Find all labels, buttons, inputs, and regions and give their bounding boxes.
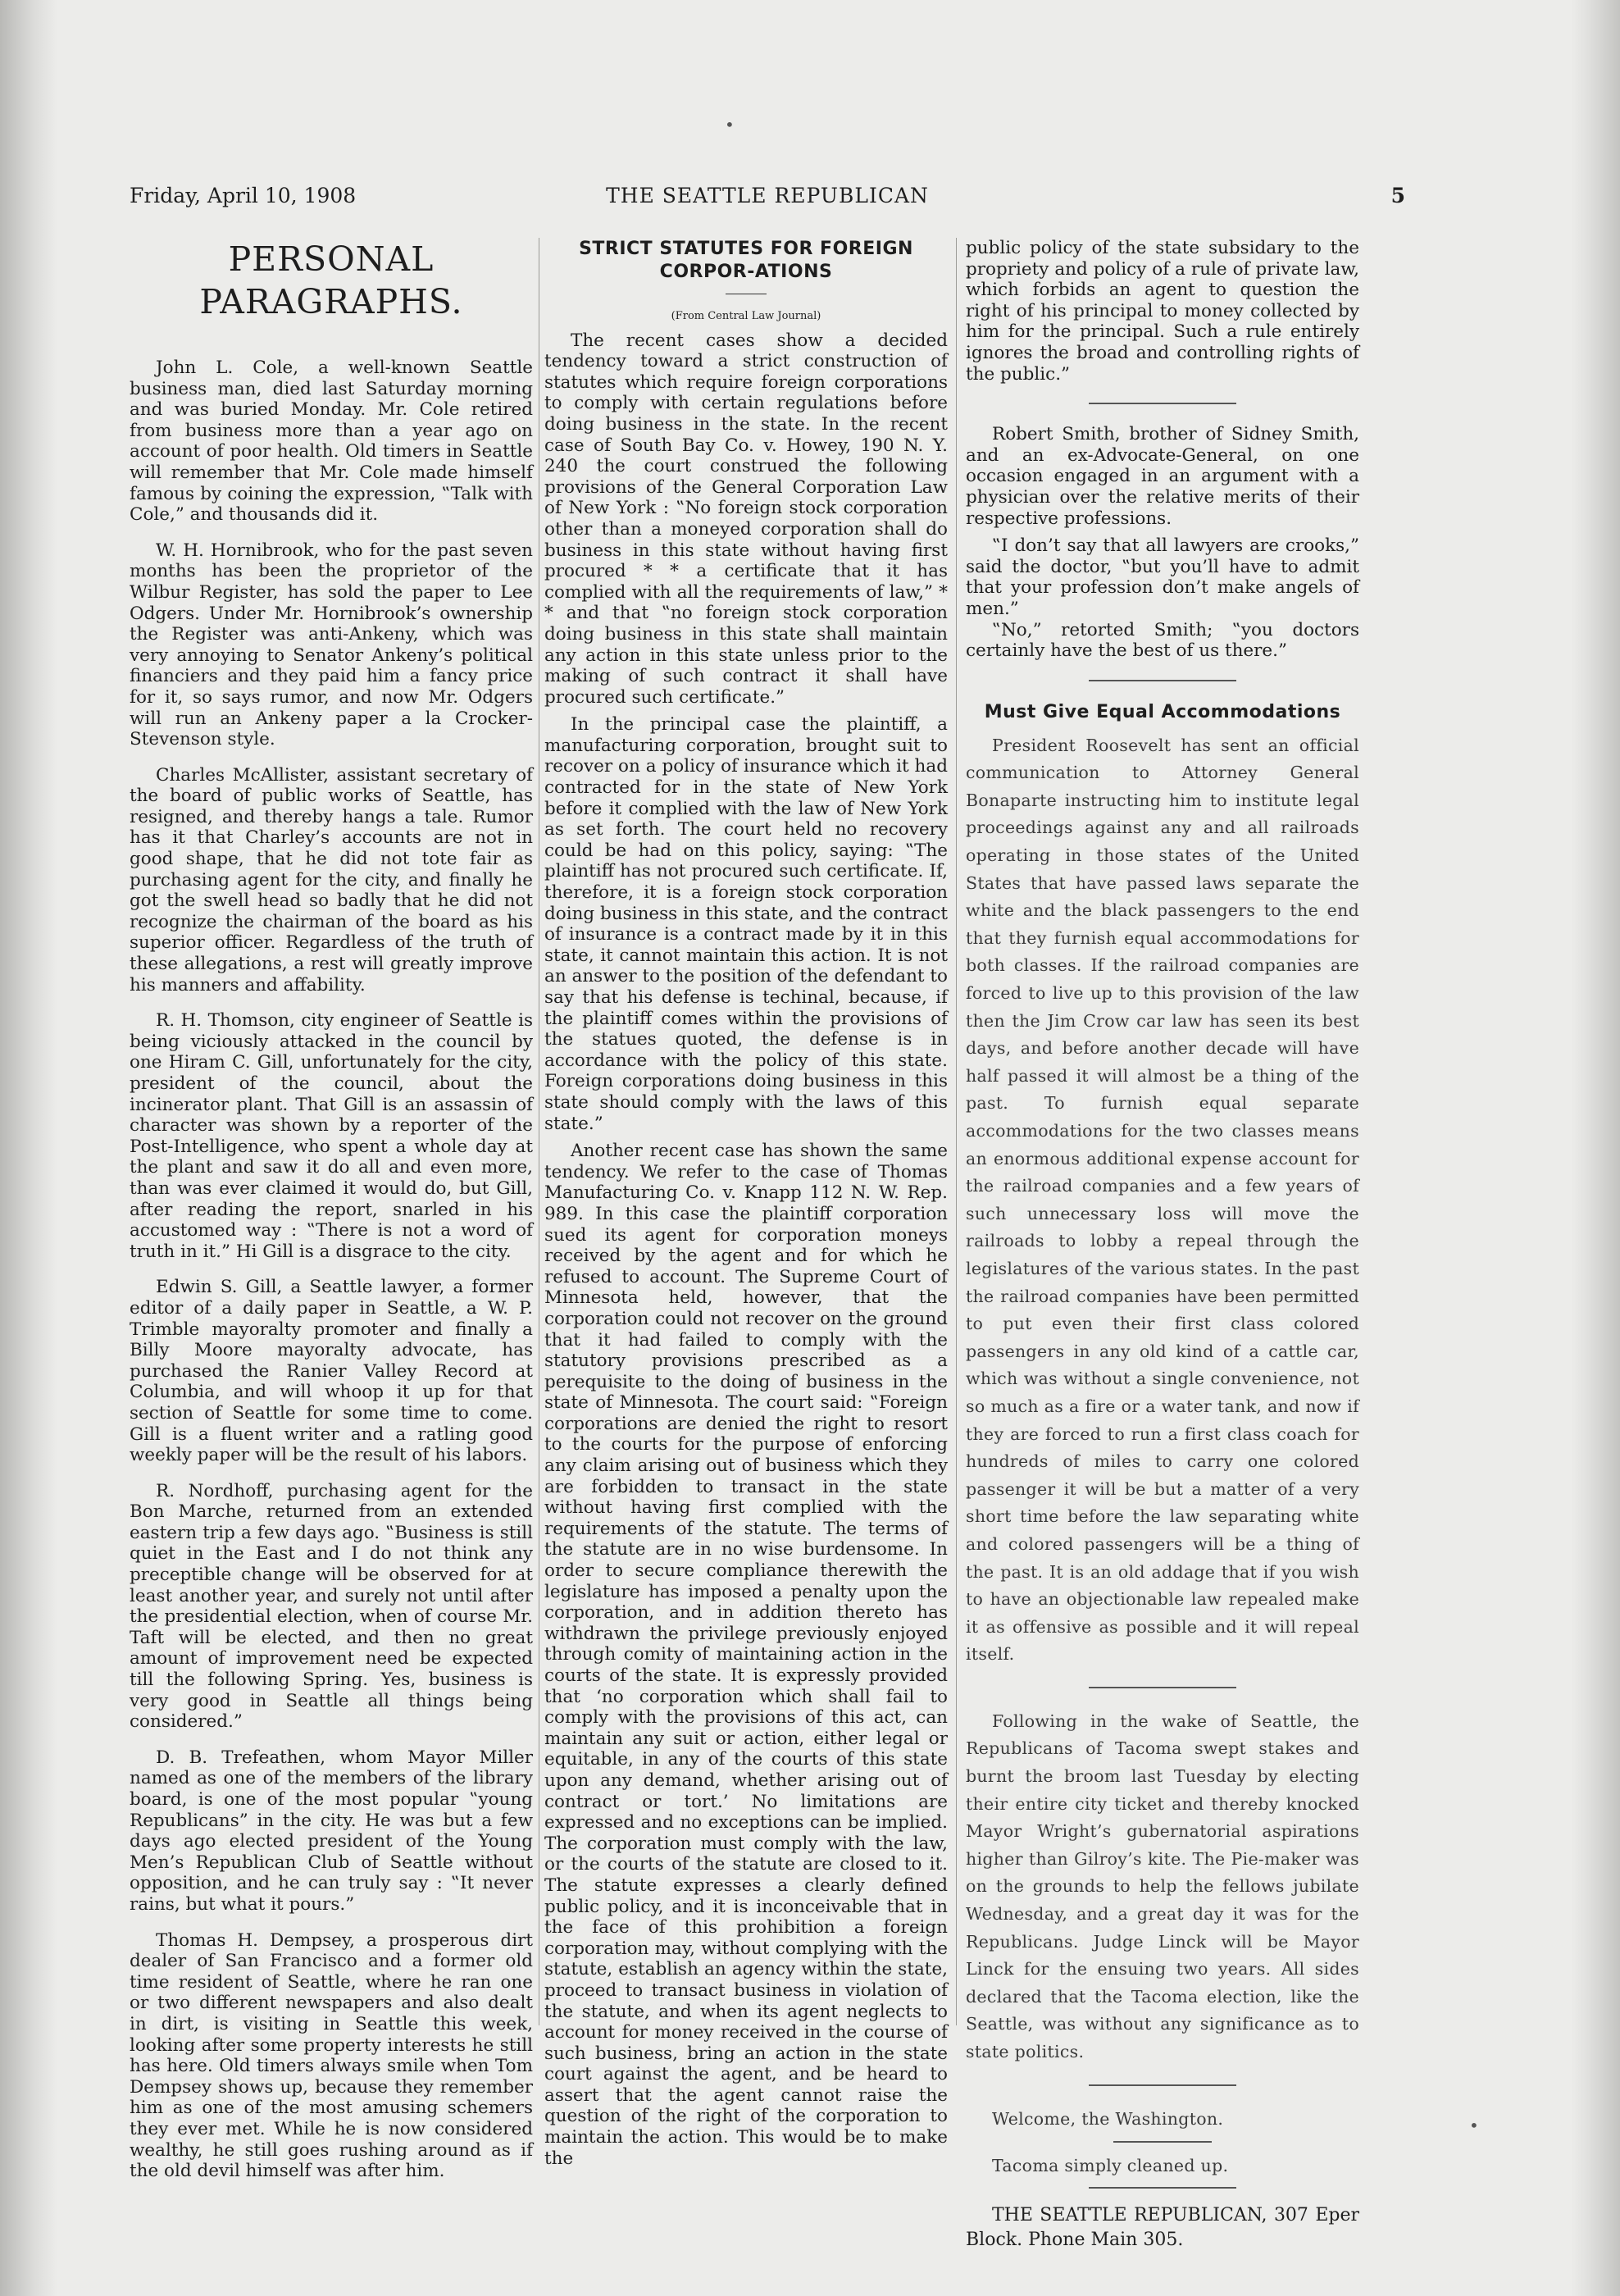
article-source: (From Central Law Journal) — [671, 310, 821, 322]
separator — [1089, 680, 1236, 681]
paragraph: Welcome, the Washington. — [992, 2108, 1224, 2129]
paragraph: Tacoma simply cleaned up. — [992, 2156, 1229, 2176]
issue-date: Friday, April 10, 1908 — [130, 184, 357, 207]
paragraph: ‟I don’t say that all lawyers are crooks,” said the doctor, ‟but you’ll have to admit that your profession don’t make angels of men.” — [966, 535, 1359, 619]
paragraph: President Roosevelt has sent an official communication to Attorney General Bonaparte instructing him to institute legal proceedings against any and all railroads operating in those states of the United States that have passed laws separate the white and the black passengers to the end that they furnish equal accommodations for both classes. If the railroad companies are forced to live up to this provision of the law then the Jim Crow car law has seen its best days, and before another decade will have half passed it will almost be a thing of the past. To furnish equal separate accommodations for the two classes means an enormous additional expense account for the railroad companies and a few years of such unnecessary loss will move the railroads to lobby a repeal through the legislatures of the various states. In the past the railroad companies have been permitted to put even their first class colored passengers in any old kind of a cattle car, which was without a single convenience, not so much as a fire or a water tank, and now if they are forced to run a first class coach for hundreds of miles to carry one colored passenger it will be but a matter of a very short time before the law separating white and colored passengers will be a thing of the past. It is an old addage that if you wish to have an objectionable law repealed make it as offensive as possible and it will repeal itself. — [966, 735, 1359, 1665]
publisher-address: THE SEATTLE REPUBLICAN, 307 Eper Block. Phone Main 305. — [966, 2204, 1359, 2250]
paragraph: W. H. Hornibrook, who for the past seven months has been the proprietor of the Wilbur Register, has sold the paper to Lee Odgers. Under Mr. Hornibrook’s ownership the Register was anti-Ankeny, which was very annoying to Senator Ankeny’s political financiers and they paid him a fancy price for it, so says rumor, and now Mr. Odgers will run an Ankeny paper a la Crocker-Stevenson style. — [130, 540, 533, 750]
article-title: STRICT STATUTES FOR FOREIGN CORPOR-ATIONS — [579, 239, 913, 282]
article-body — [966, 1708, 1359, 2066]
paragraph: R. Nordhoff, purchasing agent for the Bon Marche, returned from an extended eastern trip a few days ago. ‟Business is still quiet in the East and I do not think any preceptible change will be observed for at least another year, and surely not until after the presidential election, when of course Mr. Taft will be elected, and then no great amount of improvement need be expected till the following Spring. Yes, business is very good in Seattle all things being considered.” — [130, 1480, 533, 1733]
article-title: Must Give Equal Accommodations — [984, 701, 1341, 722]
column-rule — [956, 238, 957, 2025]
ink-speck: • — [725, 115, 735, 134]
page-fold-shadow — [0, 0, 57, 2296]
paragraph: In the principal case the plaintiff, a manufacturing corporation, brought suit to recover on a policy of insurance which it had contracted for in the state of New York before it complied with the law of New York as set forth. The court held no recovery could be had on this policy, saying: ‟The plaintiff has not procured such certificate. If, therefore, it is a foreign stock corporation doing business in this state, and the contract of insurance is a contract made by it in this state, it cannot maintain this action. It is not an answer to the position of the defendant to say that his defense is techinal, because, if the plaintiff comes within the provisions of the statues quoted, the defense is in accordance with the policy of this state. Foreign corporations doing business in this state should comply with the laws of this state.” — [544, 714, 948, 1134]
paragraph: The recent cases show a decided tendency toward a strict construction of statutes which require foreign corporations to comply with certain regulations before doing business in the state. In the recent case of South Bay Co. v. Howey, 190 N. Y. 240 the court construed the following provisions of the General Corporation Law of New York : ‟No foreign stock corporation other than a moneyed corporation shall do business in this state without having first procured * * a certificate that it has complied with all the requirements of law,” * * and that ‟no foreign stock corporation doing business in this state shall maintain any action in this state unless prior to the making of such contract it shall have procured such certificate.” — [544, 330, 948, 708]
separator — [1113, 2141, 1212, 2143]
article-body — [966, 2152, 1359, 2180]
separator — [1089, 2187, 1236, 2189]
separator — [1089, 1687, 1236, 1688]
masthead — [130, 184, 1405, 216]
paragraph: Another recent case has shown the same tendency. We refer to the case of Thomas Manufacturing Co. v. Knapp 112 N. W. Rep. 989. In this case the plaintiff corporation sued its agent for corporation moneys received by the agent and for which he refused to account. The Supreme Court of Minnesota held, however, that the corporation could not recover on the ground that it had failed to comply with the statutory provisions prescribed as a perequisite to the doing of business in the state of Minnesota. The court said: ‟Foreign corporations are denied the right to resort to the courts for the purpose of enforcing any claim arising out of business which they are forbidden to transact in the state without having first complied with the requirements of the statute. The terms of the statute are in no wise burdensome. In order to secure compliance therewith the legislature has imposed a penalty upon the corporation, and in addition thereto has withdrawn the privilege previously enjoyed through comity of maintaining action in the courts of the state. It is expressly provided that ‘no corporation which shall fail to comply with the provisions of this act, can maintain any suit or action, either legal or equitable, in any of the courts of this state upon any demand, whether arising out of contract or tort.’ No limitations are expressed and no exceptions can be implied. The corporation must comply with the law, or the courts of the statute are closed to it. The statute expresses a clearly defined public policy, and it is inconceivable that in the face of this prohibition a foreign corporation may, without complying with the statute, establish an agency within the state, proceed to transact business in violation of the statute, and when its agent neglects to account for money received in the course of such business, bring an action in the state court against the agent, and be heard to assert that the agent cannot raise the question of the right of the corporation to maintain the action. This would be to make the — [544, 1141, 948, 2169]
paragraph: Following in the wake of Seattle, the Republicans of Tacoma swept stakes and burnt the broom last Tuesday by electing their entire city ticket and thereby knocked Mayor Wright’s gubernatorial aspirations higher than Gilroy’s kite. The Pie-maker was on the grounds to help the fellows jubilate Wednesday, and a great day it was for the Republicans. Judge Linck will be Mayor Linck for the ensuing two years. All sides declared that the Tacoma election, like the Seattle, was without any significance as to state politics. — [966, 1711, 1359, 2061]
column-miscellany — [966, 238, 1359, 2253]
article-body — [966, 732, 1359, 1669]
column-personal-paragraphs — [130, 238, 533, 2197]
column-strict-statutes — [544, 238, 948, 2175]
paragraph: D. B. Trefeathen, whom Mayor Miller named as one of the members of the library board, is one of the most popular ‟young Republicans” in the city. He was but a few days ago elected president of the Young Men’s Republican Club of Seattle without opposition, and he can truly say : ‟It never rains, but what it pours.” — [130, 1747, 533, 1915]
page-edge — [1571, 0, 1620, 2296]
paragraph: R. H. Thomson, city engineer of Seattle is being viciously attacked in the council by one Hiram C. Gill, unfortunately for the city, president of the council, about the incinerator plant. That Gill is an assassin of character was shown by a reporter of the Post-Intelligence, who spent a whole day at the plant and saw it do all and even more, than was ever claimed it would do, but Gill, after reading the report, snarled in his accustomed way : ‟There is not a word of truth in it.” Hi Gill is a disgrace to the city. — [130, 1010, 533, 1262]
paragraph: Edwin S. Gill, a Seattle lawyer, a former editor of a daily paper in Seattle, a W. P. Trimble mayoralty promoter and finally a Billy Moore mayoralty advocate, has purchased the Ranier Valley Record at Columbia, and will whoop it up for that section of Seattle for some time to come. Gill is a fluent writer and a ratling good weekly paper will be the result of his labors. — [130, 1277, 533, 1466]
paragraph: Charles McAllister, assistant secretary of the board of public works of Seattle, has resigned, and thereby hangs a tale. Rumor has it that Charley’s accounts are not in good shape, that he did not tote fair as purchasing agent for the city, and finally he got the swell head so badly that he did not recognize the chairman of the board as his superior officer. Regardless of the truth of these allegations, a rest will greatly improve his manners and affability. — [130, 764, 533, 995]
paragraph: Thomas H. Dempsey, a prosperous dirt dealer of San Francisco and a former old time resident of Seattle, where he ran one or two different newspapers and also dealt in dirt, is visiting in Seattle this week, looking after some property interests he still has here. Old timers always smile when Tom Dempsey shows up, because they remember him as one of the most amusing schemers they ever met. While he is now considered wealthy, he still goes rushing around as if the old devil himself was after him. — [130, 1929, 533, 2182]
article-body — [966, 2106, 1359, 2134]
page-number: 5 — [1390, 184, 1405, 207]
ink-speck: • — [1469, 2116, 1479, 2135]
separator — [1089, 403, 1236, 404]
continued-paragraph: public policy of the state subsidary to the propriety and policy of a rule of private law, which forbids an agent to question the right of his principal to money collected by him for the principal. Such a rule entirely ignores the broad and controlling rights of the public.” — [966, 238, 1359, 385]
paragraph: ‟No,” retorted Smith; ‟you doctors certainly have the best of us there.” — [966, 619, 1359, 662]
section-title: PERSONAL PARAGRAPHS. — [199, 239, 463, 321]
paragraph: Robert Smith, brother of Sidney Smith, and an ex-Advocate-General, on one occasion engaged in an argument with a physician over the relative merits of their respective professions. — [966, 424, 1359, 529]
separator — [1089, 2084, 1236, 2086]
paragraph: John L. Cole, a well-known Seattle business man, died last Saturday morning and was buried Monday. Mr. Cole retired from business more than a year ago on account of poor health. Old timers in Seattle will remember that Mr. Cole made himself famous by coining the expression, ‟Talk with Cole,” and thousands did it. — [130, 358, 533, 526]
paper-name: THE SEATTLE REPUBLICAN — [606, 184, 929, 207]
